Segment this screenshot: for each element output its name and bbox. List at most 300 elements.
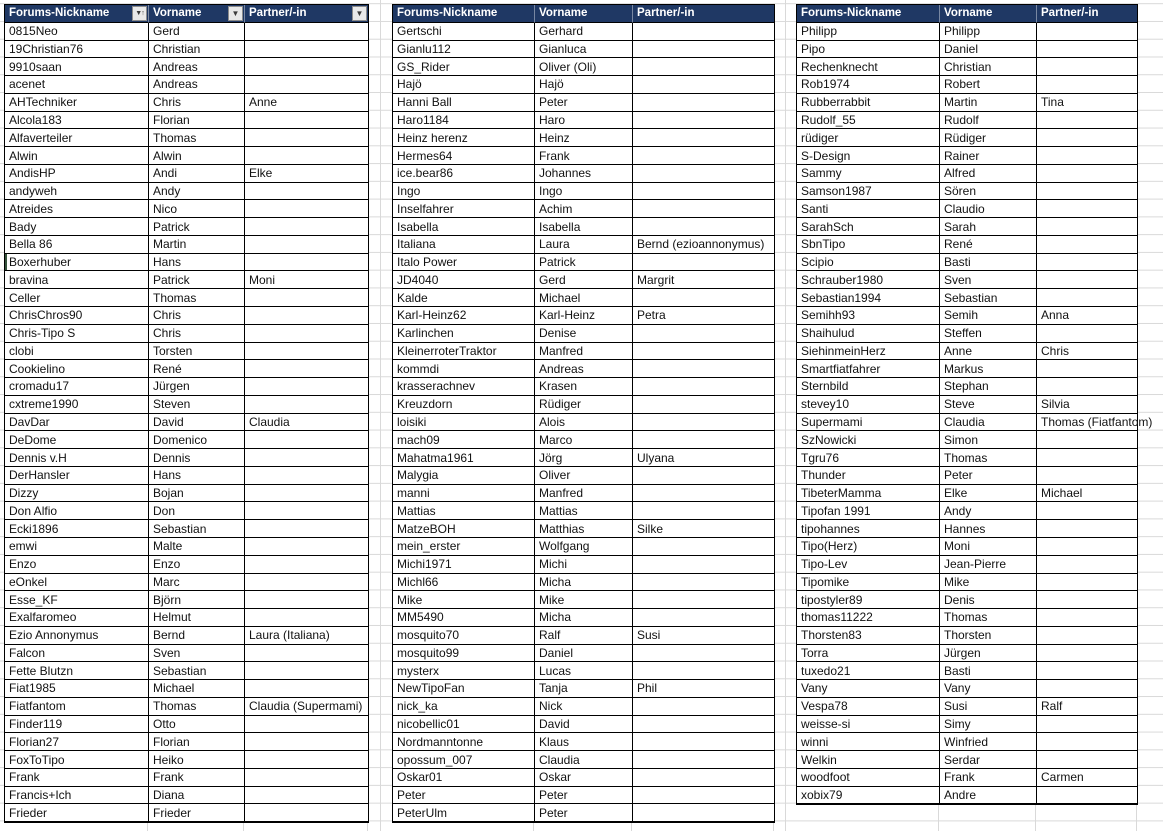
cell[interactable]: Welkin — [797, 751, 940, 769]
cell[interactable]: nicobellic01 — [393, 716, 535, 734]
cell[interactable] — [245, 236, 369, 254]
cell[interactable] — [1037, 41, 1138, 59]
cell[interactable]: ChrisChros90 — [5, 307, 149, 325]
cell[interactable] — [245, 609, 369, 627]
cell[interactable]: Peter — [535, 804, 633, 822]
cell[interactable] — [245, 467, 369, 485]
cell[interactable]: Jean-Pierre — [940, 556, 1037, 574]
cell[interactable] — [633, 112, 775, 130]
cell[interactable]: Andreas — [149, 58, 245, 76]
cell[interactable]: Malte — [149, 538, 245, 556]
cell[interactable]: Otto — [149, 716, 245, 734]
cell[interactable] — [633, 325, 775, 343]
cell[interactable] — [1037, 502, 1138, 520]
cell[interactable] — [633, 645, 775, 663]
cell[interactable]: Bella 86 — [5, 236, 149, 254]
cell[interactable]: Tanja — [535, 680, 633, 698]
cell[interactable] — [245, 23, 369, 41]
cell[interactable]: AndisHP — [5, 165, 149, 183]
cell[interactable] — [245, 147, 369, 165]
cell[interactable] — [1037, 378, 1138, 396]
cell[interactable]: Serdar — [940, 751, 1037, 769]
cell[interactable]: Heinz herenz — [393, 129, 535, 147]
cell[interactable]: Phil — [633, 680, 775, 698]
cell[interactable] — [1037, 165, 1138, 183]
cell[interactable]: Martin — [149, 236, 245, 254]
cell[interactable] — [245, 254, 369, 272]
cell[interactable] — [633, 129, 775, 147]
cell[interactable] — [245, 378, 369, 396]
cell[interactable]: Ulyana — [633, 449, 775, 467]
cell[interactable]: Dennis — [149, 449, 245, 467]
cell[interactable]: Chris-Tipo S — [5, 325, 149, 343]
cell[interactable] — [245, 574, 369, 592]
cell[interactable]: Ezio Annonymus — [5, 627, 149, 645]
cell[interactable]: TibeterMamma — [797, 485, 940, 503]
cell[interactable]: Sternbild — [797, 378, 940, 396]
cell[interactable]: Frank — [940, 769, 1037, 787]
cell[interactable]: Bernd — [149, 627, 245, 645]
cell[interactable]: Falcon — [5, 645, 149, 663]
active-cell[interactable]: Boxerhuber — [5, 254, 149, 272]
cell[interactable] — [245, 112, 369, 130]
cell[interactable]: Torra — [797, 645, 940, 663]
cell[interactable]: Alwin — [5, 147, 149, 165]
cell[interactable] — [1037, 289, 1138, 307]
cell[interactable]: FoxToTipo — [5, 751, 149, 769]
cell[interactable]: S-Design — [797, 147, 940, 165]
cell[interactable]: Tina — [1037, 94, 1138, 112]
cell[interactable]: Francis+Ich — [5, 787, 149, 805]
cell[interactable]: AHTechniker — [5, 94, 149, 112]
cell[interactable] — [1037, 449, 1138, 467]
cell[interactable]: thomas11222 — [797, 609, 940, 627]
cell[interactable]: Oskar — [535, 769, 633, 787]
cell[interactable]: Italiana — [393, 236, 535, 254]
cell[interactable]: Denise — [535, 325, 633, 343]
cell[interactable] — [245, 645, 369, 663]
cell[interactable] — [245, 200, 369, 218]
cell[interactable]: Markus — [940, 360, 1037, 378]
cell[interactable]: Cookielino — [5, 360, 149, 378]
cell[interactable]: Johannes — [535, 165, 633, 183]
cell[interactable]: xobix79 — [797, 787, 940, 805]
cell[interactable] — [633, 23, 775, 41]
cell[interactable]: Rudolf — [940, 112, 1037, 130]
cell[interactable] — [245, 449, 369, 467]
cell[interactable]: Thomas — [149, 698, 245, 716]
cell[interactable]: tipostyler89 — [797, 591, 940, 609]
cell[interactable]: Petra — [633, 307, 775, 325]
cell[interactable] — [633, 183, 775, 201]
cell[interactable]: Matthias — [535, 520, 633, 538]
cell[interactable]: Michi — [535, 556, 633, 574]
cell[interactable]: Thomas (Fiatfantom) — [1037, 414, 1138, 432]
cell[interactable] — [1037, 716, 1138, 734]
cell[interactable]: ice.bear86 — [393, 165, 535, 183]
cell[interactable]: krasserachnev — [393, 378, 535, 396]
cell[interactable] — [245, 325, 369, 343]
cell[interactable]: Vany — [797, 680, 940, 698]
cell[interactable]: Micha — [535, 609, 633, 627]
cell[interactable]: Simon — [940, 431, 1037, 449]
cell[interactable]: Patrick — [149, 218, 245, 236]
cell[interactable]: SarahSch — [797, 218, 940, 236]
cell[interactable]: Daniel — [535, 645, 633, 663]
cell[interactable]: Gerd — [149, 23, 245, 41]
cell[interactable]: loisiki — [393, 414, 535, 432]
cell[interactable]: Sven — [149, 645, 245, 663]
cell[interactable]: Heiko — [149, 751, 245, 769]
cell[interactable] — [245, 751, 369, 769]
cell[interactable]: cromadu17 — [5, 378, 149, 396]
cell[interactable]: Hermes64 — [393, 147, 535, 165]
cell[interactable]: Sebastian — [149, 662, 245, 680]
cell[interactable] — [245, 733, 369, 751]
cell[interactable] — [1037, 236, 1138, 254]
filter-dropdown-icon[interactable]: ▼ — [228, 6, 243, 21]
cell[interactable]: Italo Power — [393, 254, 535, 272]
cell[interactable]: Steven — [149, 396, 245, 414]
cell[interactable]: mosquito70 — [393, 627, 535, 645]
cell[interactable]: Patrick — [149, 271, 245, 289]
cell[interactable]: Tipo(Herz) — [797, 538, 940, 556]
cell[interactable]: Gerhard — [535, 23, 633, 41]
cell[interactable] — [633, 662, 775, 680]
cell[interactable] — [633, 591, 775, 609]
sorted-filter-icon[interactable]: ▼↑ — [132, 6, 147, 21]
cell[interactable] — [633, 414, 775, 432]
cell[interactable]: Alwin — [149, 147, 245, 165]
cell[interactable]: cxtreme1990 — [5, 396, 149, 414]
cell[interactable]: Santi — [797, 200, 940, 218]
cell[interactable] — [633, 200, 775, 218]
cell[interactable] — [633, 485, 775, 503]
cell[interactable]: Ingo — [535, 183, 633, 201]
cell[interactable]: JD4040 — [393, 271, 535, 289]
cell[interactable] — [1037, 751, 1138, 769]
cell[interactable]: Helmut — [149, 609, 245, 627]
cell[interactable]: Peter — [940, 467, 1037, 485]
cell[interactable]: Domenico — [149, 431, 245, 449]
cell[interactable]: Alois — [535, 414, 633, 432]
cell[interactable]: Christian — [149, 41, 245, 59]
cell[interactable]: SiehinmeinHerz — [797, 343, 940, 361]
cell[interactable]: Michael — [1037, 485, 1138, 503]
cell[interactable]: Michi1971 — [393, 556, 535, 574]
cell[interactable]: Sebastian — [940, 289, 1037, 307]
cell[interactable] — [245, 769, 369, 787]
cell[interactable]: Inselfahrer — [393, 200, 535, 218]
cell[interactable] — [633, 698, 775, 716]
cell[interactable]: Thomas — [149, 289, 245, 307]
cell[interactable]: Thunder — [797, 467, 940, 485]
cell[interactable] — [633, 218, 775, 236]
cell[interactable]: Vespa78 — [797, 698, 940, 716]
cell[interactable]: Hans — [149, 467, 245, 485]
cell[interactable] — [633, 716, 775, 734]
cell[interactable]: Wolfgang — [535, 538, 633, 556]
cell[interactable] — [1037, 556, 1138, 574]
cell[interactable]: Sebastian — [149, 520, 245, 538]
cell[interactable]: Thomas — [940, 609, 1037, 627]
cell[interactable]: Robert — [940, 76, 1037, 94]
cell[interactable]: Smartfiatfahrer — [797, 360, 940, 378]
cell[interactable]: Claudia — [940, 414, 1037, 432]
cell[interactable]: Mahatma1961 — [393, 449, 535, 467]
cell[interactable]: MatzeBOH — [393, 520, 535, 538]
cell[interactable]: Oliver (Oli) — [535, 58, 633, 76]
cell[interactable]: acenet — [5, 76, 149, 94]
cell[interactable] — [245, 129, 369, 147]
cell[interactable]: Gerd — [535, 271, 633, 289]
cell[interactable]: Rainer — [940, 147, 1037, 165]
cell[interactable]: Diana — [149, 787, 245, 805]
cell[interactable]: Andreas — [149, 76, 245, 94]
cell[interactable]: Mike — [393, 591, 535, 609]
cell[interactable]: Daniel — [940, 41, 1037, 59]
cell[interactable] — [633, 147, 775, 165]
cell[interactable]: David — [149, 414, 245, 432]
cell[interactable] — [1037, 254, 1138, 272]
cell[interactable] — [1037, 680, 1138, 698]
cell[interactable] — [1037, 520, 1138, 538]
cell[interactable] — [245, 556, 369, 574]
cell[interactable]: Margrit — [633, 271, 775, 289]
cell[interactable] — [245, 76, 369, 94]
cell[interactable] — [633, 378, 775, 396]
cell[interactable]: DeDome — [5, 431, 149, 449]
cell[interactable]: Micha — [535, 574, 633, 592]
cell[interactable] — [633, 538, 775, 556]
cell[interactable]: eOnkel — [5, 574, 149, 592]
cell[interactable]: Hajö — [535, 76, 633, 94]
cell[interactable]: Winfried — [940, 733, 1037, 751]
cell[interactable] — [633, 94, 775, 112]
cell[interactable]: Christian — [940, 58, 1037, 76]
cell[interactable]: Silke — [633, 520, 775, 538]
cell[interactable]: Heinz — [535, 129, 633, 147]
cell[interactable]: Rüdiger — [535, 396, 633, 414]
cell[interactable]: Marc — [149, 574, 245, 592]
cell[interactable]: Hanni Ball — [393, 94, 535, 112]
cell[interactable] — [1037, 58, 1138, 76]
cell[interactable]: SbnTipo — [797, 236, 940, 254]
cell[interactable] — [633, 769, 775, 787]
cell[interactable]: weisse-si — [797, 716, 940, 734]
cell[interactable]: Anna — [1037, 307, 1138, 325]
cell[interactable]: clobi — [5, 343, 149, 361]
cell[interactable]: Alfaverteiler — [5, 129, 149, 147]
cell[interactable]: Thomas — [149, 129, 245, 147]
cell[interactable] — [245, 360, 369, 378]
cell[interactable]: Ralf — [1037, 698, 1138, 716]
cell[interactable]: Alcola183 — [5, 112, 149, 130]
cell[interactable]: Dizzy — [5, 485, 149, 503]
cell[interactable]: Patrick — [535, 254, 633, 272]
cell[interactable] — [245, 787, 369, 805]
cell[interactable] — [1037, 147, 1138, 165]
cell[interactable] — [633, 467, 775, 485]
cell[interactable]: Chris — [149, 325, 245, 343]
cell[interactable] — [1037, 360, 1138, 378]
cell[interactable]: DerHansler — [5, 467, 149, 485]
cell[interactable] — [245, 396, 369, 414]
cell[interactable]: Hannes — [940, 520, 1037, 538]
cell[interactable] — [1037, 574, 1138, 592]
cell[interactable]: Finder119 — [5, 716, 149, 734]
cell[interactable] — [245, 716, 369, 734]
cell[interactable] — [245, 343, 369, 361]
cell[interactable] — [1037, 76, 1138, 94]
cell[interactable]: Fette Blutzn — [5, 662, 149, 680]
cell[interactable] — [633, 431, 775, 449]
cell[interactable]: Basti — [940, 254, 1037, 272]
cell[interactable] — [633, 360, 775, 378]
cell[interactable]: 0815Neo — [5, 23, 149, 41]
cell[interactable] — [245, 804, 369, 822]
cell[interactable] — [245, 307, 369, 325]
cell[interactable]: opossum_007 — [393, 751, 535, 769]
cell[interactable]: Frieder — [5, 804, 149, 822]
cell[interactable] — [633, 165, 775, 183]
cell[interactable]: GS_Rider — [393, 58, 535, 76]
cell[interactable]: mysterx — [393, 662, 535, 680]
cell[interactable] — [1037, 218, 1138, 236]
cell[interactable]: Björn — [149, 591, 245, 609]
cell[interactable] — [633, 787, 775, 805]
cell[interactable] — [633, 289, 775, 307]
cell[interactable]: MM5490 — [393, 609, 535, 627]
cell[interactable]: Claudia (Supermami) — [245, 698, 369, 716]
cell[interactable] — [1037, 183, 1138, 201]
cell[interactable] — [633, 733, 775, 751]
cell[interactable] — [245, 591, 369, 609]
cell[interactable] — [245, 183, 369, 201]
cell[interactable]: Peter — [535, 787, 633, 805]
cell[interactable]: Elke — [940, 485, 1037, 503]
cell[interactable]: Jörg — [535, 449, 633, 467]
cell[interactable]: Haro — [535, 112, 633, 130]
cell[interactable]: Basti — [940, 662, 1037, 680]
cell[interactable]: Marco — [535, 431, 633, 449]
cell[interactable]: Dennis v.H — [5, 449, 149, 467]
cell[interactable]: Don — [149, 502, 245, 520]
cell[interactable]: Exalfaromeo — [5, 609, 149, 627]
cell[interactable]: Isabella — [393, 218, 535, 236]
cell[interactable]: Florian27 — [5, 733, 149, 751]
cell[interactable]: Bady — [5, 218, 149, 236]
cell[interactable]: Ingo — [393, 183, 535, 201]
cell[interactable]: Bojan — [149, 485, 245, 503]
cell[interactable]: Samson1987 — [797, 183, 940, 201]
cell[interactable]: stevey10 — [797, 396, 940, 414]
cell[interactable]: Andi — [149, 165, 245, 183]
cell[interactable]: Gianlu112 — [393, 41, 535, 59]
cell[interactable] — [633, 556, 775, 574]
cell[interactable]: Moni — [245, 271, 369, 289]
cell[interactable]: Silvia — [1037, 396, 1138, 414]
cell[interactable]: 9910saan — [5, 58, 149, 76]
cell[interactable]: Manfred — [535, 485, 633, 503]
cell[interactable]: Gertschi — [393, 23, 535, 41]
cell[interactable] — [1037, 200, 1138, 218]
cell[interactable] — [245, 680, 369, 698]
cell[interactable]: Thomas — [940, 449, 1037, 467]
cell[interactable]: kommdi — [393, 360, 535, 378]
cell[interactable] — [245, 218, 369, 236]
cell[interactable]: Mike — [535, 591, 633, 609]
cell[interactable]: René — [940, 236, 1037, 254]
cell[interactable]: winni — [797, 733, 940, 751]
cell[interactable]: Nordmanntonne — [393, 733, 535, 751]
cell[interactable]: Sebastian1994 — [797, 289, 940, 307]
cell[interactable]: Mattias — [393, 502, 535, 520]
cell[interactable]: manni — [393, 485, 535, 503]
cell[interactable] — [633, 804, 775, 822]
cell[interactable]: Sarah — [940, 218, 1037, 236]
cell[interactable]: Semihh93 — [797, 307, 940, 325]
cell[interactable]: Enzo — [149, 556, 245, 574]
cell[interactable]: Tgru76 — [797, 449, 940, 467]
cell[interactable]: Supermami — [797, 414, 940, 432]
cell[interactable]: PeterUlm — [393, 804, 535, 822]
cell[interactable] — [245, 431, 369, 449]
cell[interactable] — [1037, 467, 1138, 485]
cell[interactable] — [633, 574, 775, 592]
cell[interactable]: Michael — [149, 680, 245, 698]
cell[interactable] — [1037, 23, 1138, 41]
cell[interactable]: Elke — [245, 165, 369, 183]
cell[interactable] — [1037, 431, 1138, 449]
cell[interactable]: emwi — [5, 538, 149, 556]
cell[interactable]: Susi — [940, 698, 1037, 716]
cell[interactable]: Chris — [149, 94, 245, 112]
cell[interactable]: Andy — [940, 502, 1037, 520]
cell[interactable]: DavDar — [5, 414, 149, 432]
cell[interactable]: Frieder — [149, 804, 245, 822]
cell[interactable]: David — [535, 716, 633, 734]
cell[interactable] — [245, 538, 369, 556]
cell[interactable] — [1037, 112, 1138, 130]
cell[interactable]: Jürgen — [149, 378, 245, 396]
cell[interactable]: SzNowicki — [797, 431, 940, 449]
cell[interactable]: Philipp — [940, 23, 1037, 41]
cell[interactable]: Manfred — [535, 343, 633, 361]
cell[interactable]: mach09 — [393, 431, 535, 449]
cell[interactable]: Rubberrabbit — [797, 94, 940, 112]
cell[interactable]: Andy — [149, 183, 245, 201]
cell[interactable]: Moni — [940, 538, 1037, 556]
cell[interactable]: Ralf — [535, 627, 633, 645]
cell[interactable]: Claudia — [245, 414, 369, 432]
cell[interactable]: Sören — [940, 183, 1037, 201]
cell[interactable]: Tipomike — [797, 574, 940, 592]
cell[interactable] — [1037, 609, 1138, 627]
cell[interactable] — [245, 289, 369, 307]
cell[interactable] — [245, 58, 369, 76]
cell[interactable] — [633, 751, 775, 769]
cell[interactable]: Thorsten83 — [797, 627, 940, 645]
cell[interactable]: Sammy — [797, 165, 940, 183]
cell[interactable]: Bernd (ezioannonymus) — [633, 236, 775, 254]
cell[interactable]: Fiatfantom — [5, 698, 149, 716]
cell[interactable]: Stephan — [940, 378, 1037, 396]
cell[interactable]: Nick — [535, 698, 633, 716]
cell[interactable]: Mike — [940, 574, 1037, 592]
cell[interactable]: Karlinchen — [393, 325, 535, 343]
cell[interactable]: Alfred — [940, 165, 1037, 183]
